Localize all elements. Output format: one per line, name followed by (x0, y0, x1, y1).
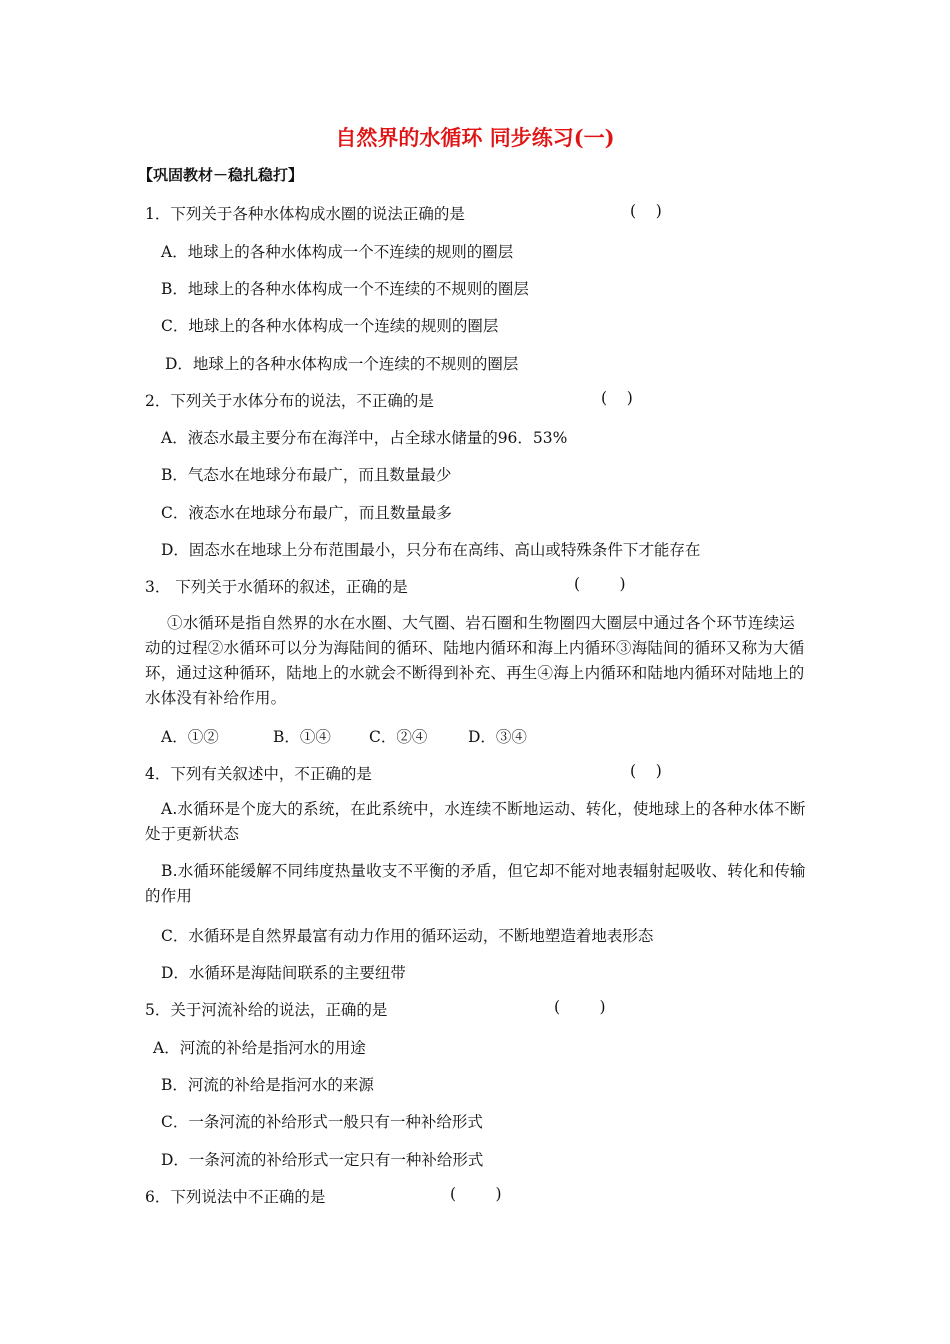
question-1-option-d: D．地球上的各种水体构成一个连续的不规则的圈层 (165, 355, 519, 373)
question-2-option-b: B．气态水在地球分布最广，而且数量最少 (161, 466, 452, 484)
question-6-stem: 6．下列说法中不正确的是 (145, 1188, 326, 1206)
question-2-stem: 2．下列关于水体分布的说法，不正确的是 (145, 392, 434, 410)
question-2-answer-bracket: ( ) (601, 389, 633, 407)
question-5-option-d: D．一条河流的补给形式一定只有一种补给形式 (161, 1151, 484, 1169)
question-2-option-d: D．固态水在地球上分布范围最小，只分布在高纬、高山或特殊条件下才能存在 (161, 541, 701, 559)
question-3-statements: ①水循环是指自然界的水在水圈、大气圈、岩石圈和生物圈四大圈层中通过各个环节连续运动的过程②水循环可以分为海陆间的循环、陆地内循环和海上内循环③海陆间的循环又称为大循环，通过这种循环，陆地上的水就会不断得到补充、再生④海上内循环和陆地内循环对陆地上的水体没有补给作用。 (145, 614, 805, 707)
document-title: 自然界的水循环 同步练习(一) (335, 125, 615, 150)
question-1-stem: 1．下列关于各种水体构成水圈的说法正确的是 (145, 205, 465, 223)
question-4-option-d: D．水循环是海陆间联系的主要纽带 (161, 964, 406, 982)
question-4-stem: 4．下列有关叙述中，不正确的是 (145, 765, 372, 783)
question-3-answer-bracket: ( ) (574, 575, 626, 593)
question-4-option-a: A.水循环是个庞大的系统，在此系统中，水连续不断地运动、转化，使地球上的各种水体不断处于更新状态 (145, 800, 806, 843)
question-3-option-b: B．①④ (273, 728, 331, 746)
question-2-option-a: A．液态水最主要分布在海洋中，占全球水储量的96．53% (161, 429, 568, 447)
question-4-answer-bracket: ( ) (630, 762, 662, 780)
question-1-answer-bracket: ( ) (630, 202, 662, 220)
section-heading: 【巩固教材－稳扎稳打】 (138, 166, 304, 184)
question-5-answer-bracket: ( ) (554, 998, 606, 1016)
question-4-option-b: B.水循环能缓解不同纬度热量收支不平衡的矛盾，但它却不能对地表辐射起吸收、转化和传输的作用 (145, 862, 806, 905)
question-1-option-c: C．地球上的各种水体构成一个连续的规则的圈层 (161, 317, 499, 335)
question-2-option-c: C．液态水在地球分布最广，而且数量最多 (161, 504, 452, 522)
question-3-option-d: D．③④ (468, 728, 527, 746)
question-3-option-a: A．①② (161, 728, 219, 746)
question-5-option-a: A．河流的补给是指河水的用途 (153, 1039, 366, 1057)
question-5-option-b: B．河流的补给是指河水的来源 (161, 1076, 374, 1094)
question-5-stem: 5．关于河流补给的说法，正确的是 (145, 1001, 388, 1019)
question-3-stem: 3． 下列关于水循环的叙述，正确的是 (145, 578, 408, 596)
question-5-option-c: C．一条河流的补给形式一般只有一种补给形式 (161, 1113, 483, 1131)
question-3-option-c: C．②④ (369, 728, 428, 746)
question-1-option-a: A．地球上的各种水体构成一个不连续的规则的圈层 (161, 243, 514, 261)
question-4-option-c: C．水循环是自然界最富有动力作用的循环运动，不断地塑造着地表形态 (161, 927, 654, 945)
question-1-option-b: B．地球上的各种水体构成一个不连续的不规则的圈层 (161, 280, 529, 298)
question-6-answer-bracket: ( ) (450, 1185, 502, 1203)
